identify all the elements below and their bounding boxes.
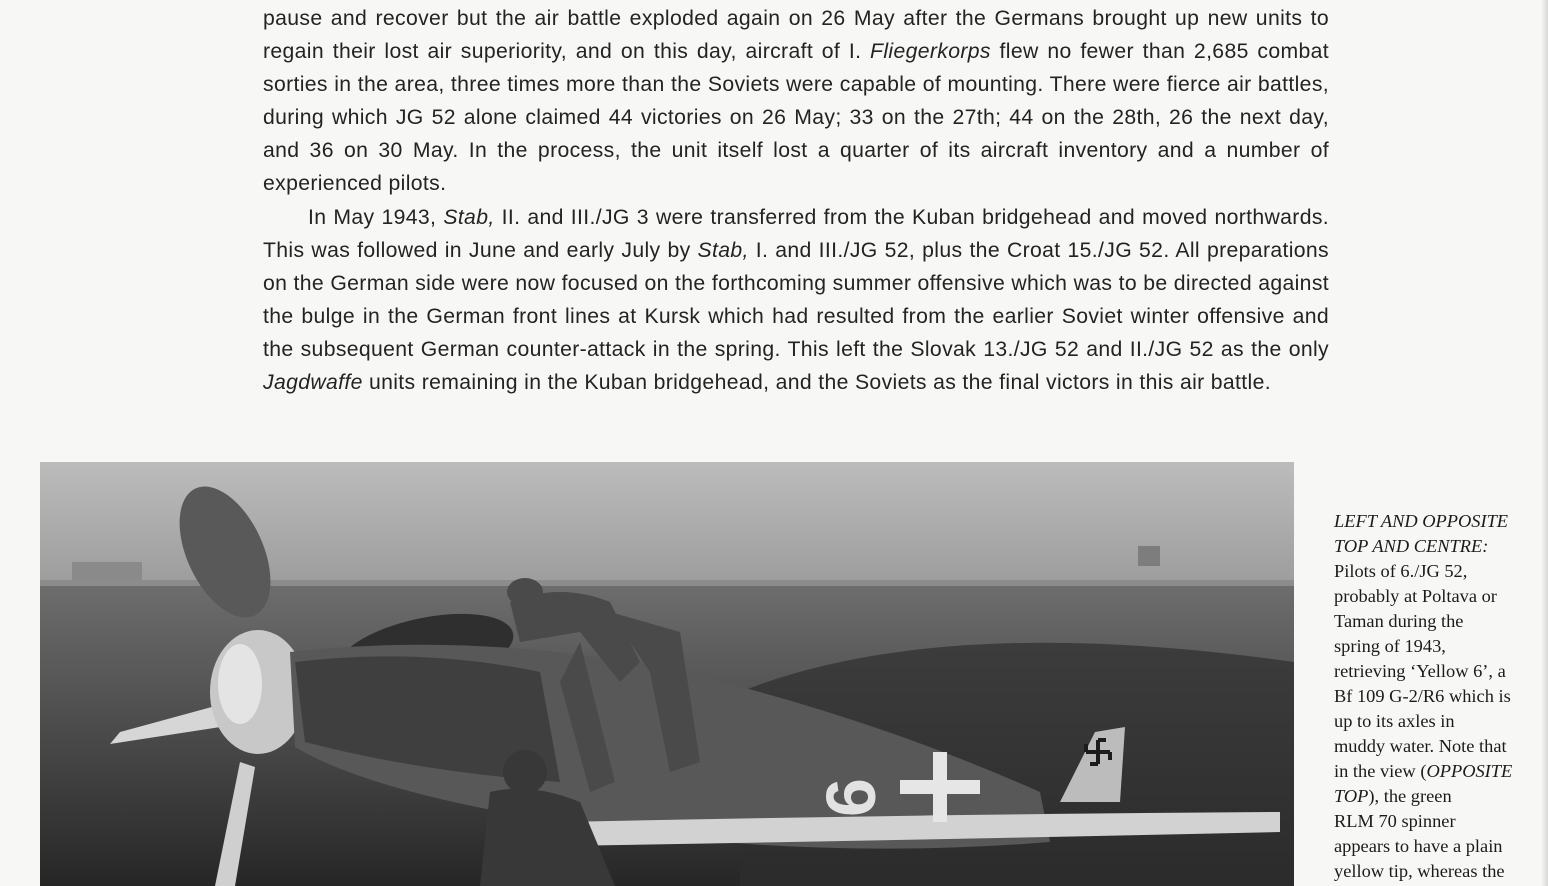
body-text (263, 2, 1329, 399)
aircraft-photo (40, 462, 1294, 886)
photo-caption: LEFT AND OPPOSITE TOP AND CENTRE: Pilots of 6./JG 52, probably at Poltava or Taman during the spring of 1943, retrieving ‘Yellow 6’, a Bf 109 G-2/R6 which is up to its axles in muddy water. Note that in the view (OPPOSITE TOP), the green RLM 70 spinner appears to have a plain yellow tip, whereas the (1334, 511, 1513, 881)
paragraph-1: pause and recover but the air battle exploded again on 26 May after the Germans brought up new units to regain their lost air superiority, and on this day, aircraft of I. Fliegerkorps flew no fewer than 2,685 combat sorties in the area, three times more than the Soviets were capable of mounting. There were fierce air battles, during which JG 52 alone claimed 44 victories on 26 May; 33 on the 27th; 44 on the 28th, 26 the next day, and 36 on 30 May. In the process, the unit itself lost a quarter of its aircraft inventory and a number of experienced pilots. (263, 7, 1329, 196)
paragraph-2: In May 1943, Stab, II. and III./JG 3 were transferred from the Kuban bridgehead and moved northwards. This was followed in June and early July by Stab, I. and III./JG 52, plus the Croat 15./JG 52. All preparations on the German side were now focused on the forthcoming summer offensive which was to be directed against the bulge in the German front lines at Kursk which had resulted from the earlier Soviet winter offensive and the subsequent German counter-attack in the spring. This left the Slovak 13./JG 52 and II./JG 52 as the only Jagdwaffe units remaining in the Kuban bridgehead, and the Soviets as the final victors in this air battle. (263, 205, 1330, 395)
spinner-tip (218, 644, 262, 724)
aircraft-photo-drawing (40, 462, 1294, 886)
page-edge (1542, 0, 1548, 886)
fuselage-numeral-6: 6 (812, 778, 890, 817)
distant-building (1138, 546, 1160, 566)
